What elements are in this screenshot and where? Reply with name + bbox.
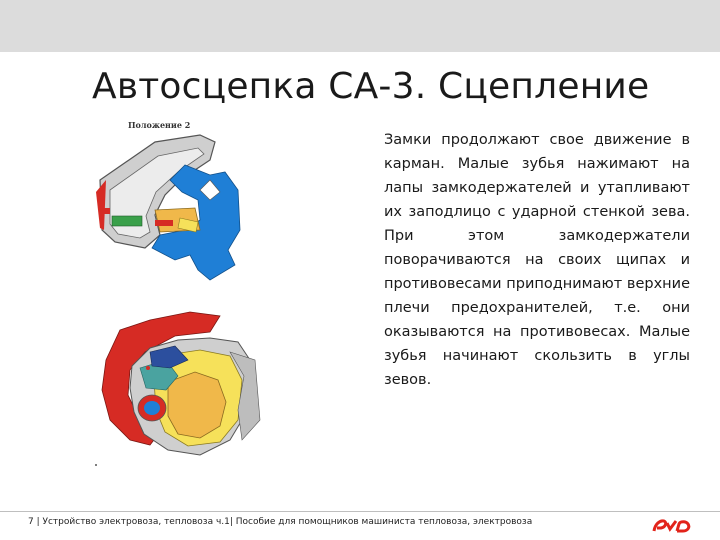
- rzd-logo-icon: [650, 514, 694, 536]
- footer-text: | Устройство электровоза, тепловоза ч.1| Пособие для помощников машиниста тепловоза, электровоза: [36, 517, 533, 527]
- footer-page-number: 7: [28, 517, 34, 527]
- body-text: Замки продолжают свое движение в карман. Малые зубья нажимают на лапы замкодержателей и утапливают их заподлицо с ударной стенкой зева. При этом замкодержатели поворачиваются на своих щипах и противовесами приподнимают верхние плечи предохранителей, т.е. они оказываются на противовесах. Малые зубья начинают скользить в углы зевов.: [384, 132, 690, 388]
- footer: [28, 517, 532, 527]
- coupler-diagram: [60, 120, 360, 480]
- upper-coupler: [96, 135, 240, 280]
- lower-coupler: [95, 312, 260, 466]
- header-band: [0, 0, 720, 52]
- footer-divider: [0, 511, 720, 512]
- slide-title: Автосцепка СА-3. Сцепление: [92, 66, 650, 107]
- figure-caption: Положение 2: [128, 120, 191, 130]
